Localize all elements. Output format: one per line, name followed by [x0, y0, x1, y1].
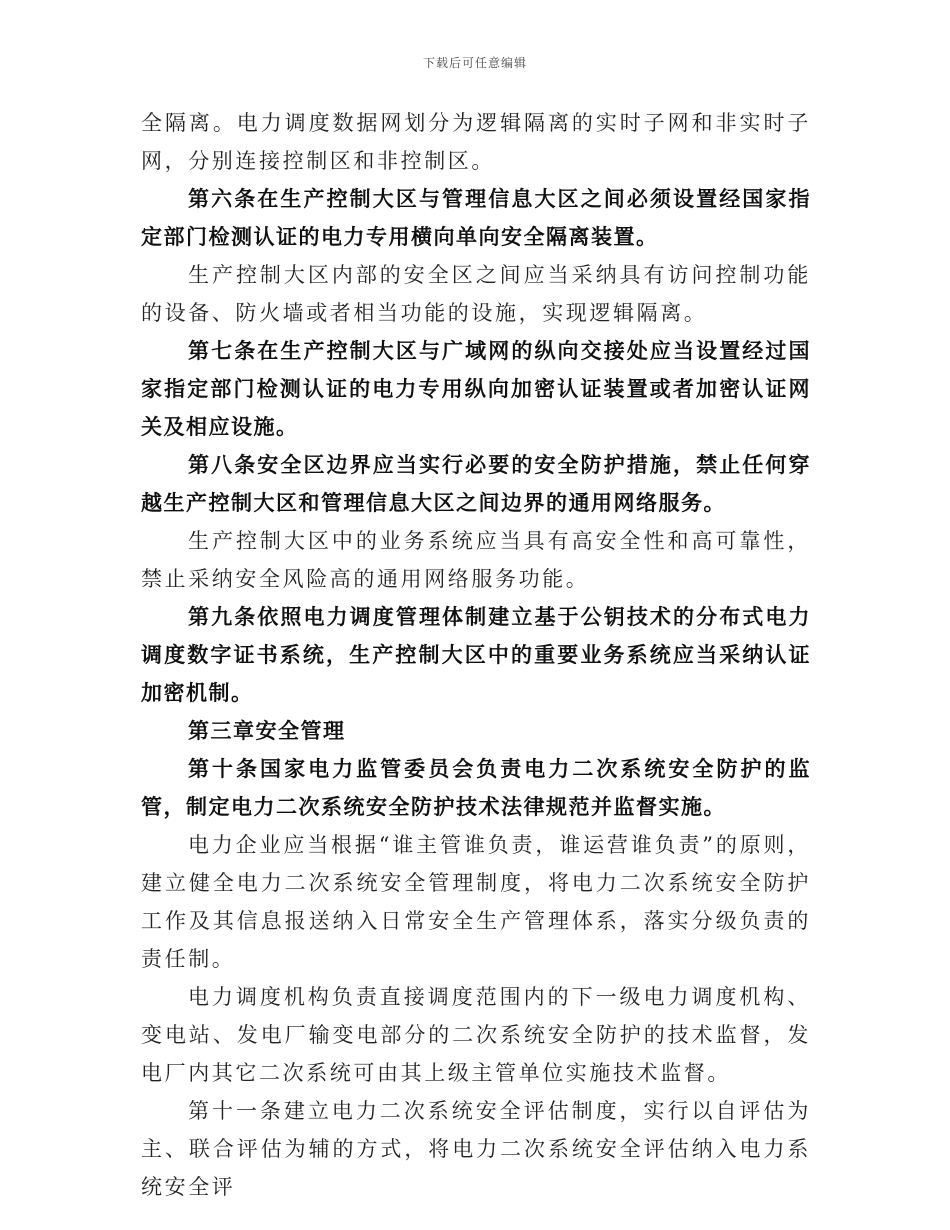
- article-8: 第八条安全区边界应当实行必要的安全防护措施，禁止任何穿越生产控制大区和管理信息大区之间边界的通用网络服务。: [141, 452, 811, 515]
- paragraph-enterprise-responsibility: 电力企业应当根据“谁主管谁负责，谁运营谁负责”的原则，建立健全电力二次系统安全管理制度，将电力二次系统安全防护工作及其信息报送纳入日常安全生产管理体系，落实分级负责的责任制。: [141, 833, 811, 971]
- article-11: 第十一条建立电力二次系统安全评估制度，实行以自评估为主、联合评估为辅的方式，将电力二次系统安全评估纳入电力系统安全评: [141, 1099, 811, 1199]
- page-header: 下载后可任意编辑: [422, 56, 527, 70]
- article-9: 第九条依照电力调度管理体制建立基于公钥技术的分布式电力调度数字证书系统，生产控制大区中的重要业务系统应当采纳认证加密机制。: [141, 604, 811, 705]
- article-10: 第十条国家电力监管委员会负责电力二次系统安全防护的监管，制定电力二次系统安全防护技术法律规范并监督实施。: [141, 756, 811, 819]
- chapter-heading: 第三章安全管理: [188, 718, 346, 743]
- paragraph-business-systems: 生产控制大区中的业务系统应当具有高安全性和高可靠性，禁止采纳安全风险高的通用网络服务功能。: [141, 529, 811, 591]
- article-6: 第六条在生产控制大区与管理信息大区之间必须设置经国家指定部门检测认证的电力专用横向单向安全隔离装置。: [141, 186, 811, 249]
- article-7: 第七条在生产控制大区与广域网的纵向交接处应当设置经过国家指定部门检测认证的电力专用纵向加密认证装置或者加密认证网关及相应设施。: [141, 338, 811, 439]
- paragraph-continuation: 全隔离。电力调度数据网划分为逻辑隔离的实时子网和非实时子网，分别连接控制区和非控制区。: [141, 111, 811, 173]
- document-body: [141, 104, 811, 1206]
- paragraph-security-zones: 生产控制大区内部的安全区之间应当采纳具有访问控制功能的设备、防火墙或者相当功能的设施，实现逻辑隔离。: [141, 263, 811, 325]
- paragraph-dispatch-supervision: 电力调度机构负责直接调度范围内的下一级电力调度机构、变电站、发电厂输变电部分的二次系统安全防护的技术监督，发电厂内其它二次系统可由其上级主管单位实施技术监督。: [141, 985, 811, 1085]
